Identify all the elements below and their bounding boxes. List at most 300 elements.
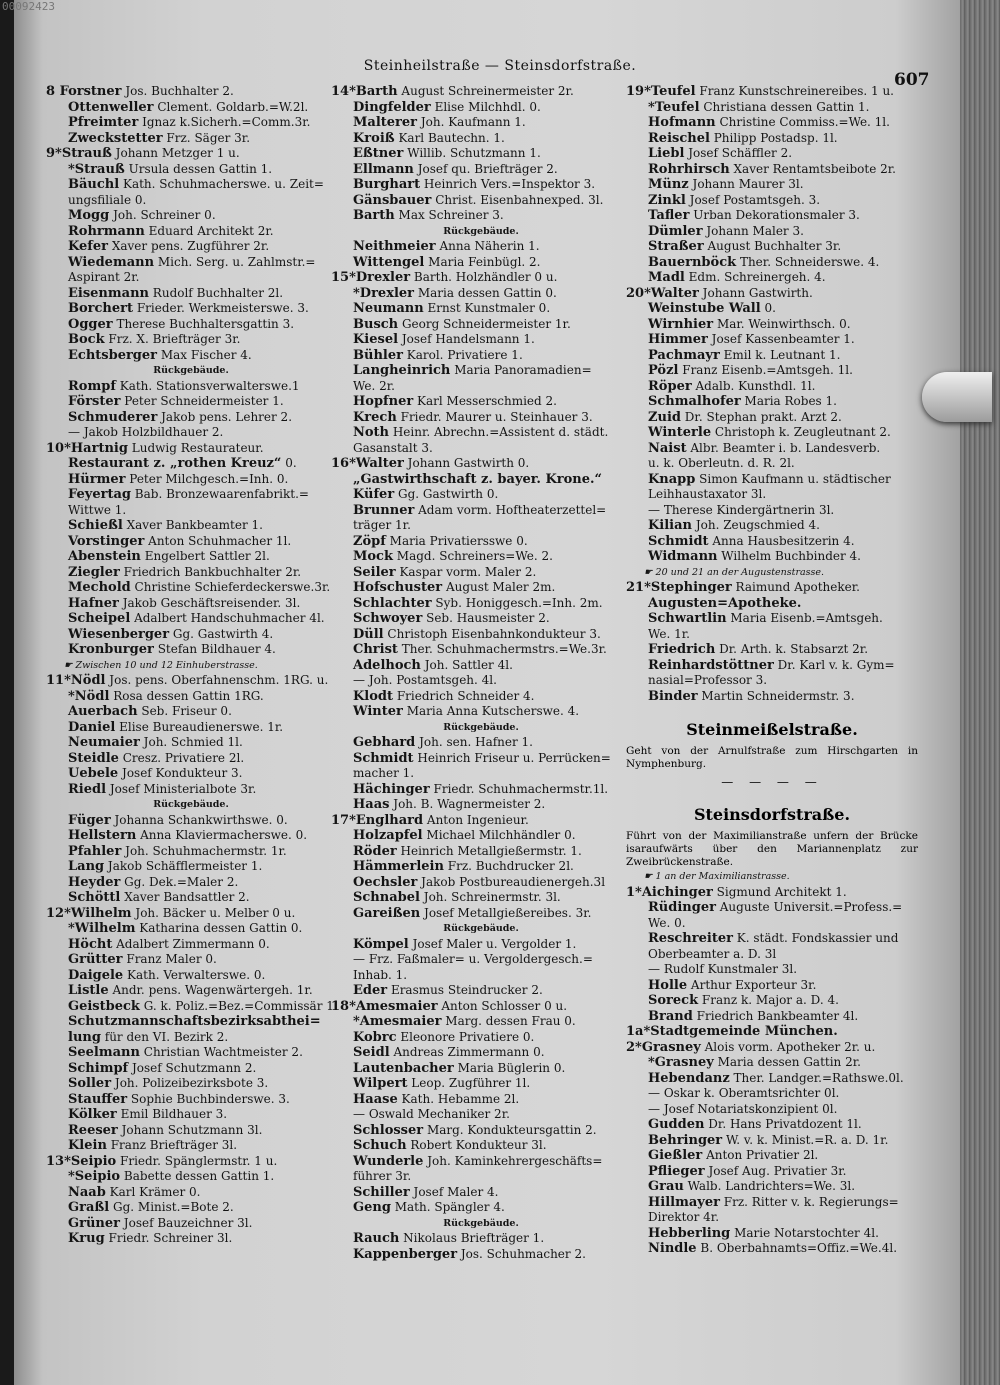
directory-entry xyxy=(46,301,336,317)
resident-details: Emil k. Leutnant 1. xyxy=(719,347,841,362)
resident-name: Kilian xyxy=(648,518,692,533)
resident-details: Friedrich Schneider 4. xyxy=(393,688,535,703)
resident-details: Frieder. Werkmeisterswe. 3. xyxy=(133,301,309,315)
resident-details: Johann Gastwirth 0. xyxy=(403,456,530,470)
resident-details: führer 3r. xyxy=(353,1169,412,1183)
directory-entry xyxy=(331,735,631,751)
resident-details: Anna Näherin 1. xyxy=(435,239,540,253)
resident-details: Heinrich Friseur u. Perrücken= xyxy=(413,750,611,765)
resident-name: Grau xyxy=(648,1179,684,1194)
directory-entry xyxy=(626,456,918,472)
directory-entry xyxy=(331,580,631,596)
resident-name: Straßer xyxy=(648,239,704,254)
directory-entry xyxy=(331,983,631,999)
directory-entry xyxy=(626,1179,918,1195)
directory-entry xyxy=(46,1076,336,1092)
rear-building-label: Rückgebäude. xyxy=(443,923,519,934)
resident-details: Inhab. 1. xyxy=(353,967,408,982)
resident-details: Anton Ingenieur. xyxy=(423,812,529,827)
resident-details: Josef Aug. Privatier 3r. xyxy=(704,1163,847,1178)
resident-details: Josef Kassenbeamter 1. xyxy=(707,332,855,346)
resident-details: Leihhaustaxator 3l. xyxy=(648,487,767,501)
resident-name: Scheipel xyxy=(68,611,131,626)
resident-name: lung xyxy=(68,1029,101,1045)
directory-entry xyxy=(626,962,918,978)
directory-entry xyxy=(46,549,336,565)
resident-name: Riedl xyxy=(68,781,107,797)
resident-details: Karl Krämer 0. xyxy=(105,1184,201,1199)
resident-details: Ursula dessen Gattin 1. xyxy=(124,161,273,176)
directory-entry xyxy=(331,1076,631,1092)
resident-name: Eder xyxy=(353,983,388,998)
directory-entry xyxy=(46,1200,336,1216)
resident-name: Zweckstetter xyxy=(68,130,163,146)
directory-entry xyxy=(626,673,918,689)
resident-name: Graßl xyxy=(68,1200,110,1215)
resident-details: August Maler 2m. xyxy=(442,580,556,594)
resident-name: Daniel xyxy=(68,719,116,735)
resident-name: Seiler xyxy=(353,564,396,580)
directory-entry xyxy=(331,1014,631,1030)
directory-entry xyxy=(46,642,336,658)
resident-name: Pflieger xyxy=(648,1163,705,1179)
resident-details: Heinrich Vers.=Inspektor 3. xyxy=(420,177,596,191)
resident-name: Düll xyxy=(353,626,384,642)
resident-name: 15*Drexler xyxy=(331,270,411,285)
resident-details: Johann Maler 3. xyxy=(702,223,804,238)
directory-entry xyxy=(46,394,336,410)
resident-details: Jakob pens. Lehrer 2. xyxy=(157,409,293,424)
resident-name: Röper xyxy=(648,378,692,394)
directory-entry xyxy=(46,611,336,627)
resident-name: Adelhoch xyxy=(353,657,421,673)
resident-name: Schmalhofer xyxy=(648,394,741,409)
resident-name: Schuch xyxy=(353,1138,407,1153)
resident-name: Schlosser xyxy=(353,1122,424,1138)
resident-name: Liebl xyxy=(648,146,685,161)
directory-entry xyxy=(46,704,336,720)
directory-entry xyxy=(46,627,336,643)
resident-name: Holzapfel xyxy=(353,828,423,843)
directory-entry xyxy=(331,177,631,193)
directory-entry xyxy=(626,410,918,426)
directory-entry xyxy=(46,999,336,1015)
directory-entry xyxy=(46,503,336,519)
resident-details: Friedr. Schuhmachermstr.1l. xyxy=(429,781,609,796)
resident-name: Kömpel xyxy=(353,936,409,952)
directory-entry xyxy=(46,1138,336,1154)
resident-details: Ignaz k.Sicherh.=Comm.3r. xyxy=(138,115,311,129)
directory-entry xyxy=(626,441,918,457)
directory-entry xyxy=(46,332,336,348)
directory-entry xyxy=(626,1024,918,1040)
directory-entry xyxy=(626,1086,918,1102)
resident-details: Karl Bautechn. 1. xyxy=(394,130,505,145)
resident-details: Bab. Bronzewaarenfabrikt.= xyxy=(130,487,309,501)
resident-name: 10*Hartnig xyxy=(46,440,128,456)
directory-entry xyxy=(331,1231,631,1247)
directory-entry xyxy=(626,1195,918,1211)
resident-name: Kefer xyxy=(68,239,108,254)
resident-details: Jos. Schuhmacher 2. xyxy=(457,1246,586,1261)
directory-entry xyxy=(626,317,918,333)
resident-name: *Grasney xyxy=(648,1055,714,1070)
directory-entry xyxy=(626,286,918,302)
resident-details: Marg. Kondukteursgattin 2. xyxy=(423,1122,597,1137)
page-edges xyxy=(960,0,1000,1385)
directory-entry xyxy=(46,1014,336,1030)
resident-name: Busch xyxy=(353,316,399,332)
directory-entry xyxy=(46,689,336,705)
resident-details: Stefan Bildhauer 4. xyxy=(153,642,276,656)
directory-entry xyxy=(626,931,918,947)
directory-entry xyxy=(46,937,336,953)
resident-details: Christ. Eisenbahnexped. 3l. xyxy=(431,192,604,207)
rear-building-label: Rückgebäude. xyxy=(153,799,229,810)
directory-entry xyxy=(331,394,631,410)
resident-details: u. k. Oberleutn. d. R. 2l. xyxy=(648,456,795,470)
resident-name: Uebele xyxy=(68,766,119,781)
resident-details: Therese Buchhaltersgattin 3. xyxy=(112,316,295,331)
directory-entry xyxy=(46,1169,336,1185)
resident-name: Malterer xyxy=(353,115,417,130)
resident-name: Listle xyxy=(68,983,109,998)
resident-name: Zuid xyxy=(648,409,681,425)
resident-details: Nikolaus Briefträger 1. xyxy=(399,1231,545,1245)
resident-details: Franz Briefträger 3l. xyxy=(106,1138,238,1152)
directory-entry xyxy=(331,549,631,565)
directory-entry xyxy=(46,410,336,426)
resident-name: Langheinrich xyxy=(353,363,451,378)
resident-name: Holle xyxy=(648,977,688,993)
directory-entry xyxy=(46,239,336,255)
resident-name: Schmuderer xyxy=(68,409,158,425)
directory-entry xyxy=(331,1247,631,1263)
directory-entry xyxy=(331,534,631,550)
resident-details: Aspirant 2r. xyxy=(68,270,140,284)
resident-name: Bühler xyxy=(353,347,403,363)
resident-name: *Seipio xyxy=(68,1169,121,1184)
resident-name: Schiller xyxy=(353,1184,410,1200)
resident-details: Elise Bureaudienerswe. 1r. xyxy=(115,719,284,734)
resident-details: Christine Commiss.=We. 1l. xyxy=(715,115,890,129)
directory-entry xyxy=(46,456,336,472)
resident-details: Edm. Schreinergeh. 4. xyxy=(684,270,826,284)
directory-entry xyxy=(46,813,336,829)
directory-entry xyxy=(626,255,918,271)
resident-name: Himmer xyxy=(648,332,708,347)
directory-entry xyxy=(46,751,336,767)
directory-entry xyxy=(331,859,631,875)
resident-name: Ottenweller xyxy=(68,99,154,115)
directory-entry xyxy=(331,363,631,379)
directory-entry xyxy=(331,611,631,627)
directory-entry xyxy=(331,1138,631,1154)
resident-details: Joh. Kaufmann 1. xyxy=(417,115,526,129)
resident-details: Emil Bildhauer 3. xyxy=(116,1107,228,1121)
resident-name: Binder xyxy=(648,688,698,704)
resident-details: Max Schreiner 3. xyxy=(394,208,504,222)
resident-details: Joh. Zeugschmied 4. xyxy=(692,518,820,532)
resident-name: Schimpf xyxy=(68,1060,129,1076)
directory-entry xyxy=(331,673,631,689)
resident-name: 2*Grasney xyxy=(626,1039,701,1055)
resident-name: Gudden xyxy=(648,1117,705,1132)
directory-entry xyxy=(626,224,918,240)
resident-name: Reischel xyxy=(648,130,710,146)
resident-name: Mock xyxy=(353,549,393,564)
resident-name: Wunderle xyxy=(353,1153,424,1169)
resident-name: Friedrich xyxy=(648,642,716,657)
resident-name: *Drexler xyxy=(353,285,415,301)
directory-entry xyxy=(626,193,918,209)
resident-details: Maria Panoramadien= xyxy=(450,363,592,377)
directory-entry xyxy=(46,859,336,875)
resident-details: Gasanstalt 3. xyxy=(353,440,433,455)
resident-details: Sigmund Architekt 1. xyxy=(712,884,847,899)
cross-street-note: ☛ Zwischen 10 und 12 Einhuberstrasse. xyxy=(64,659,258,671)
resident-details: Wittwe 1. xyxy=(68,502,127,517)
resident-details: Kath. Schuhmacherswe. u. Zeit= xyxy=(119,177,324,191)
directory-entry xyxy=(331,1107,631,1123)
resident-details: Johann Gastwirth. xyxy=(698,285,813,300)
directory-entry xyxy=(626,1148,918,1164)
resident-details: Adam vorm. Hoftheaterzettel= xyxy=(414,502,607,517)
directory-entry xyxy=(331,456,631,472)
directory-entry xyxy=(46,379,336,395)
resident-details: — Frz. Faßmaler= u. Vergoldergesch.= xyxy=(353,952,593,966)
directory-entry xyxy=(626,84,918,100)
resident-details: Ther. Landger.=Rathswe.0l. xyxy=(729,1070,904,1085)
resident-details: Anton Schlosser 0 u. xyxy=(437,998,568,1013)
resident-details: Franz k. Major a. D. 4. xyxy=(698,993,839,1007)
directory-entry xyxy=(46,100,336,116)
resident-name: Krech xyxy=(353,409,397,425)
directory-entry xyxy=(46,131,336,147)
column-2 xyxy=(331,84,631,1262)
resident-details: Joh. Schmied 1l. xyxy=(139,735,243,749)
resident-details: Johann Metzger 1 u. xyxy=(111,146,240,160)
directory-entry xyxy=(331,906,631,922)
resident-name: Wittengel xyxy=(353,254,425,270)
resident-name: 12*Wilhelm xyxy=(46,905,132,921)
directory-entry xyxy=(331,348,631,364)
resident-name: Schöttl xyxy=(68,890,121,905)
resident-details: Frz. Buchdrucker 2l. xyxy=(443,859,574,873)
resident-details: Seb. Hausmeister 2. xyxy=(422,611,550,625)
resident-name: Füger xyxy=(68,812,111,828)
directory-entry xyxy=(331,162,631,178)
resident-name: Pfreimter xyxy=(68,115,139,130)
directory-entry xyxy=(331,255,631,271)
directory-entry xyxy=(626,1009,918,1025)
directory-entry xyxy=(331,642,631,658)
resident-details: — Therese Kindergärtnerin 3l. xyxy=(648,502,835,517)
directory-entry xyxy=(331,1030,631,1046)
directory-entry xyxy=(626,131,918,147)
directory-entry xyxy=(46,1092,336,1108)
directory-entry xyxy=(626,534,918,550)
directory-entry xyxy=(46,766,336,782)
resident-name: Dingfelder xyxy=(353,99,431,115)
resident-details: Engelbert Sattler 2l. xyxy=(140,549,270,563)
resident-name: Noth xyxy=(353,425,390,440)
directory-entry xyxy=(46,1154,336,1170)
resident-details: Kaspar vorm. Maler 2. xyxy=(395,564,537,579)
resident-details: Clement. Goldarb.=W.2l. xyxy=(153,99,309,114)
directory-entry xyxy=(331,1154,631,1170)
resident-name: Stauffer xyxy=(68,1091,128,1107)
resident-details: Gg. Gastwirth 4. xyxy=(169,626,274,641)
resident-details: — Jakob Holzbildhauer 2. xyxy=(68,425,224,439)
directory-entry xyxy=(331,565,631,581)
resident-name: Auerbach xyxy=(68,704,138,719)
resident-name: 18*Amesmaier xyxy=(331,998,438,1014)
resident-name: Kappenberger xyxy=(353,1246,458,1262)
resident-details: Max Fischer 4. xyxy=(157,347,252,362)
resident-name: Schlachter xyxy=(353,595,432,611)
resident-name: 8 Forstner xyxy=(46,84,122,99)
resident-details: Magd. Schreiners=We. 2. xyxy=(392,549,553,563)
resident-name: Pözl xyxy=(648,363,679,378)
resident-details: Friedrich Bankbuchhalter 2r. xyxy=(119,564,302,579)
resident-details: Xaver Bankbeamter 1. xyxy=(122,518,263,532)
resident-details: Mich. Serg. u. Zahlmstr.= xyxy=(154,254,316,269)
resident-name: Eisenmann xyxy=(68,285,149,301)
directory-entry xyxy=(626,978,918,994)
resident-details: Ther. Schneiderswe. 4. xyxy=(736,254,880,269)
resident-name: *Amesmaier xyxy=(353,1014,442,1029)
directory-entry xyxy=(626,100,918,116)
resident-name: Hämmerlein xyxy=(353,859,444,874)
resident-name: Hürmer xyxy=(68,471,126,487)
resident-details: Dr. Hans Privatdozent 1l. xyxy=(704,1117,862,1131)
resident-details: We. 2r. xyxy=(353,378,395,393)
resident-details: Adalbert Zimmermann 0. xyxy=(112,936,270,951)
resident-details: Maria Eisenb.=Amtsgeh. xyxy=(726,611,883,625)
resident-details: Ludwig Restaurateur. xyxy=(127,440,264,455)
resident-name: *Nödl xyxy=(68,688,110,704)
directory-entry xyxy=(331,208,631,224)
directory-entry xyxy=(46,84,336,100)
directory-entry xyxy=(331,410,631,426)
resident-name: Wiedemann xyxy=(68,254,155,270)
resident-details: B. Oberbahnamts=Offiz.=We.4l. xyxy=(696,1241,898,1255)
resident-name: Hofmann xyxy=(648,115,716,130)
resident-name: Kronburger xyxy=(68,642,154,657)
resident-name: Schutzmannschaftsbezirksabthei= xyxy=(68,1014,321,1029)
binder-clip xyxy=(922,372,992,422)
resident-details: Heinr. Abrechn.=Assistent d. städt. xyxy=(389,425,609,439)
resident-details: Adalbert Handschuhmacher 4l. xyxy=(130,611,325,625)
directory-entry xyxy=(331,131,631,147)
resident-details: Josef Metallgießereibes. 3r. xyxy=(420,905,592,920)
directory-entry xyxy=(331,844,631,860)
directory-entry xyxy=(331,1185,631,1201)
directory-entry xyxy=(626,503,918,519)
resident-details: Peter Schneidermeister 1. xyxy=(120,394,284,408)
directory-entry xyxy=(331,813,631,829)
directory-entry xyxy=(46,952,336,968)
directory-entry xyxy=(331,704,631,720)
resident-name: Naab xyxy=(68,1184,106,1200)
resident-details: Raimund Apotheker. xyxy=(731,580,860,594)
column-1 xyxy=(46,84,336,1247)
resident-name: Schmidt xyxy=(353,750,414,766)
resident-name: Weinstube Wall xyxy=(648,301,761,316)
resident-details: Xaver Rentamtsbeibote 2r. xyxy=(729,161,896,176)
resident-details: Frz. X. Briefträger 3r. xyxy=(104,332,241,346)
resident-details: Friedr. Spänglermstr. 1 u. xyxy=(116,1153,278,1168)
resident-details: Oberbeamter a. D. 3l xyxy=(648,946,777,961)
directory-entry xyxy=(331,658,631,674)
resident-name: Eßtner xyxy=(353,146,404,161)
directory-entry xyxy=(46,208,336,224)
resident-details: Joh. sen. Hafner 1. xyxy=(415,735,533,749)
directory-entry xyxy=(626,115,918,131)
resident-name: Oechsler xyxy=(353,874,418,890)
resident-details: — Josef Notariatskonzipient 0l. xyxy=(648,1101,838,1116)
directory-entry xyxy=(626,1133,918,1149)
resident-details: Maria Büglerin 0. xyxy=(453,1060,566,1075)
resident-name: Vorstinger xyxy=(68,533,145,549)
resident-details: Syb. Honiggesch.=Inh. 2m. xyxy=(431,595,603,610)
directory-entry xyxy=(46,565,336,581)
directory-entry xyxy=(46,348,336,364)
directory-entry xyxy=(46,1216,336,1232)
resident-name: Feyertag xyxy=(68,487,131,502)
directory-entry xyxy=(626,627,918,643)
resident-details: Johann Maurer 3l. xyxy=(688,177,804,191)
directory-entry xyxy=(331,115,631,131)
resident-details: Friedr. Maurer u. Steinhauer 3. xyxy=(396,409,593,424)
directory-entry xyxy=(626,580,918,596)
section-heading-steinmeisselstrasse: Steinmeißelstraße. xyxy=(686,720,858,739)
resident-details: Robert Kondukteur 3l. xyxy=(406,1138,547,1152)
resident-name: Ogger xyxy=(68,316,113,332)
directory-entry xyxy=(331,239,631,255)
resident-details: Josef Handelsmann 1. xyxy=(398,332,535,346)
resident-name: Haas xyxy=(353,797,390,812)
resident-details: Leop. Zugführer 1l. xyxy=(407,1076,531,1090)
resident-name: Reeser xyxy=(68,1122,118,1138)
resident-details: Direktor 4r. xyxy=(648,1210,720,1224)
resident-details: Dr. Stephan prakt. Arzt 2. xyxy=(680,409,842,424)
directory-entry xyxy=(626,239,918,255)
directory-entry xyxy=(331,689,631,705)
resident-details: Joh. Schreiner 0. xyxy=(109,208,216,222)
directory-entry xyxy=(626,379,918,395)
resident-details: Urban Dekorationsmaler 3. xyxy=(689,208,860,222)
resident-name: „Gastwirthschaft z. bayer. Krone.“ xyxy=(353,471,603,487)
resident-details: Friedr. Schreiner 3l. xyxy=(104,1231,233,1245)
resident-details: Christiana dessen Gattin 1. xyxy=(699,99,870,114)
resident-name: Höcht xyxy=(68,936,113,952)
scan-id: 00092423 xyxy=(2,0,55,13)
directory-entry xyxy=(46,875,336,891)
resident-details: Anton Privatier 2l. xyxy=(702,1148,819,1162)
resident-details: Elise Milchhdl. 0. xyxy=(430,99,541,114)
resident-details: We. 0. xyxy=(648,915,686,930)
resident-name: Gänsbauer xyxy=(353,192,432,208)
resident-name: Hofschuster xyxy=(353,580,443,595)
resident-details: Frz. Ritter v. k. Regierungs= xyxy=(719,1194,899,1209)
directory-entry xyxy=(46,580,336,596)
directory-entry xyxy=(626,425,918,441)
resident-name: Echtsberger xyxy=(68,347,158,363)
resident-name: Schwartlin xyxy=(648,611,727,626)
resident-name: Lang xyxy=(68,859,105,874)
